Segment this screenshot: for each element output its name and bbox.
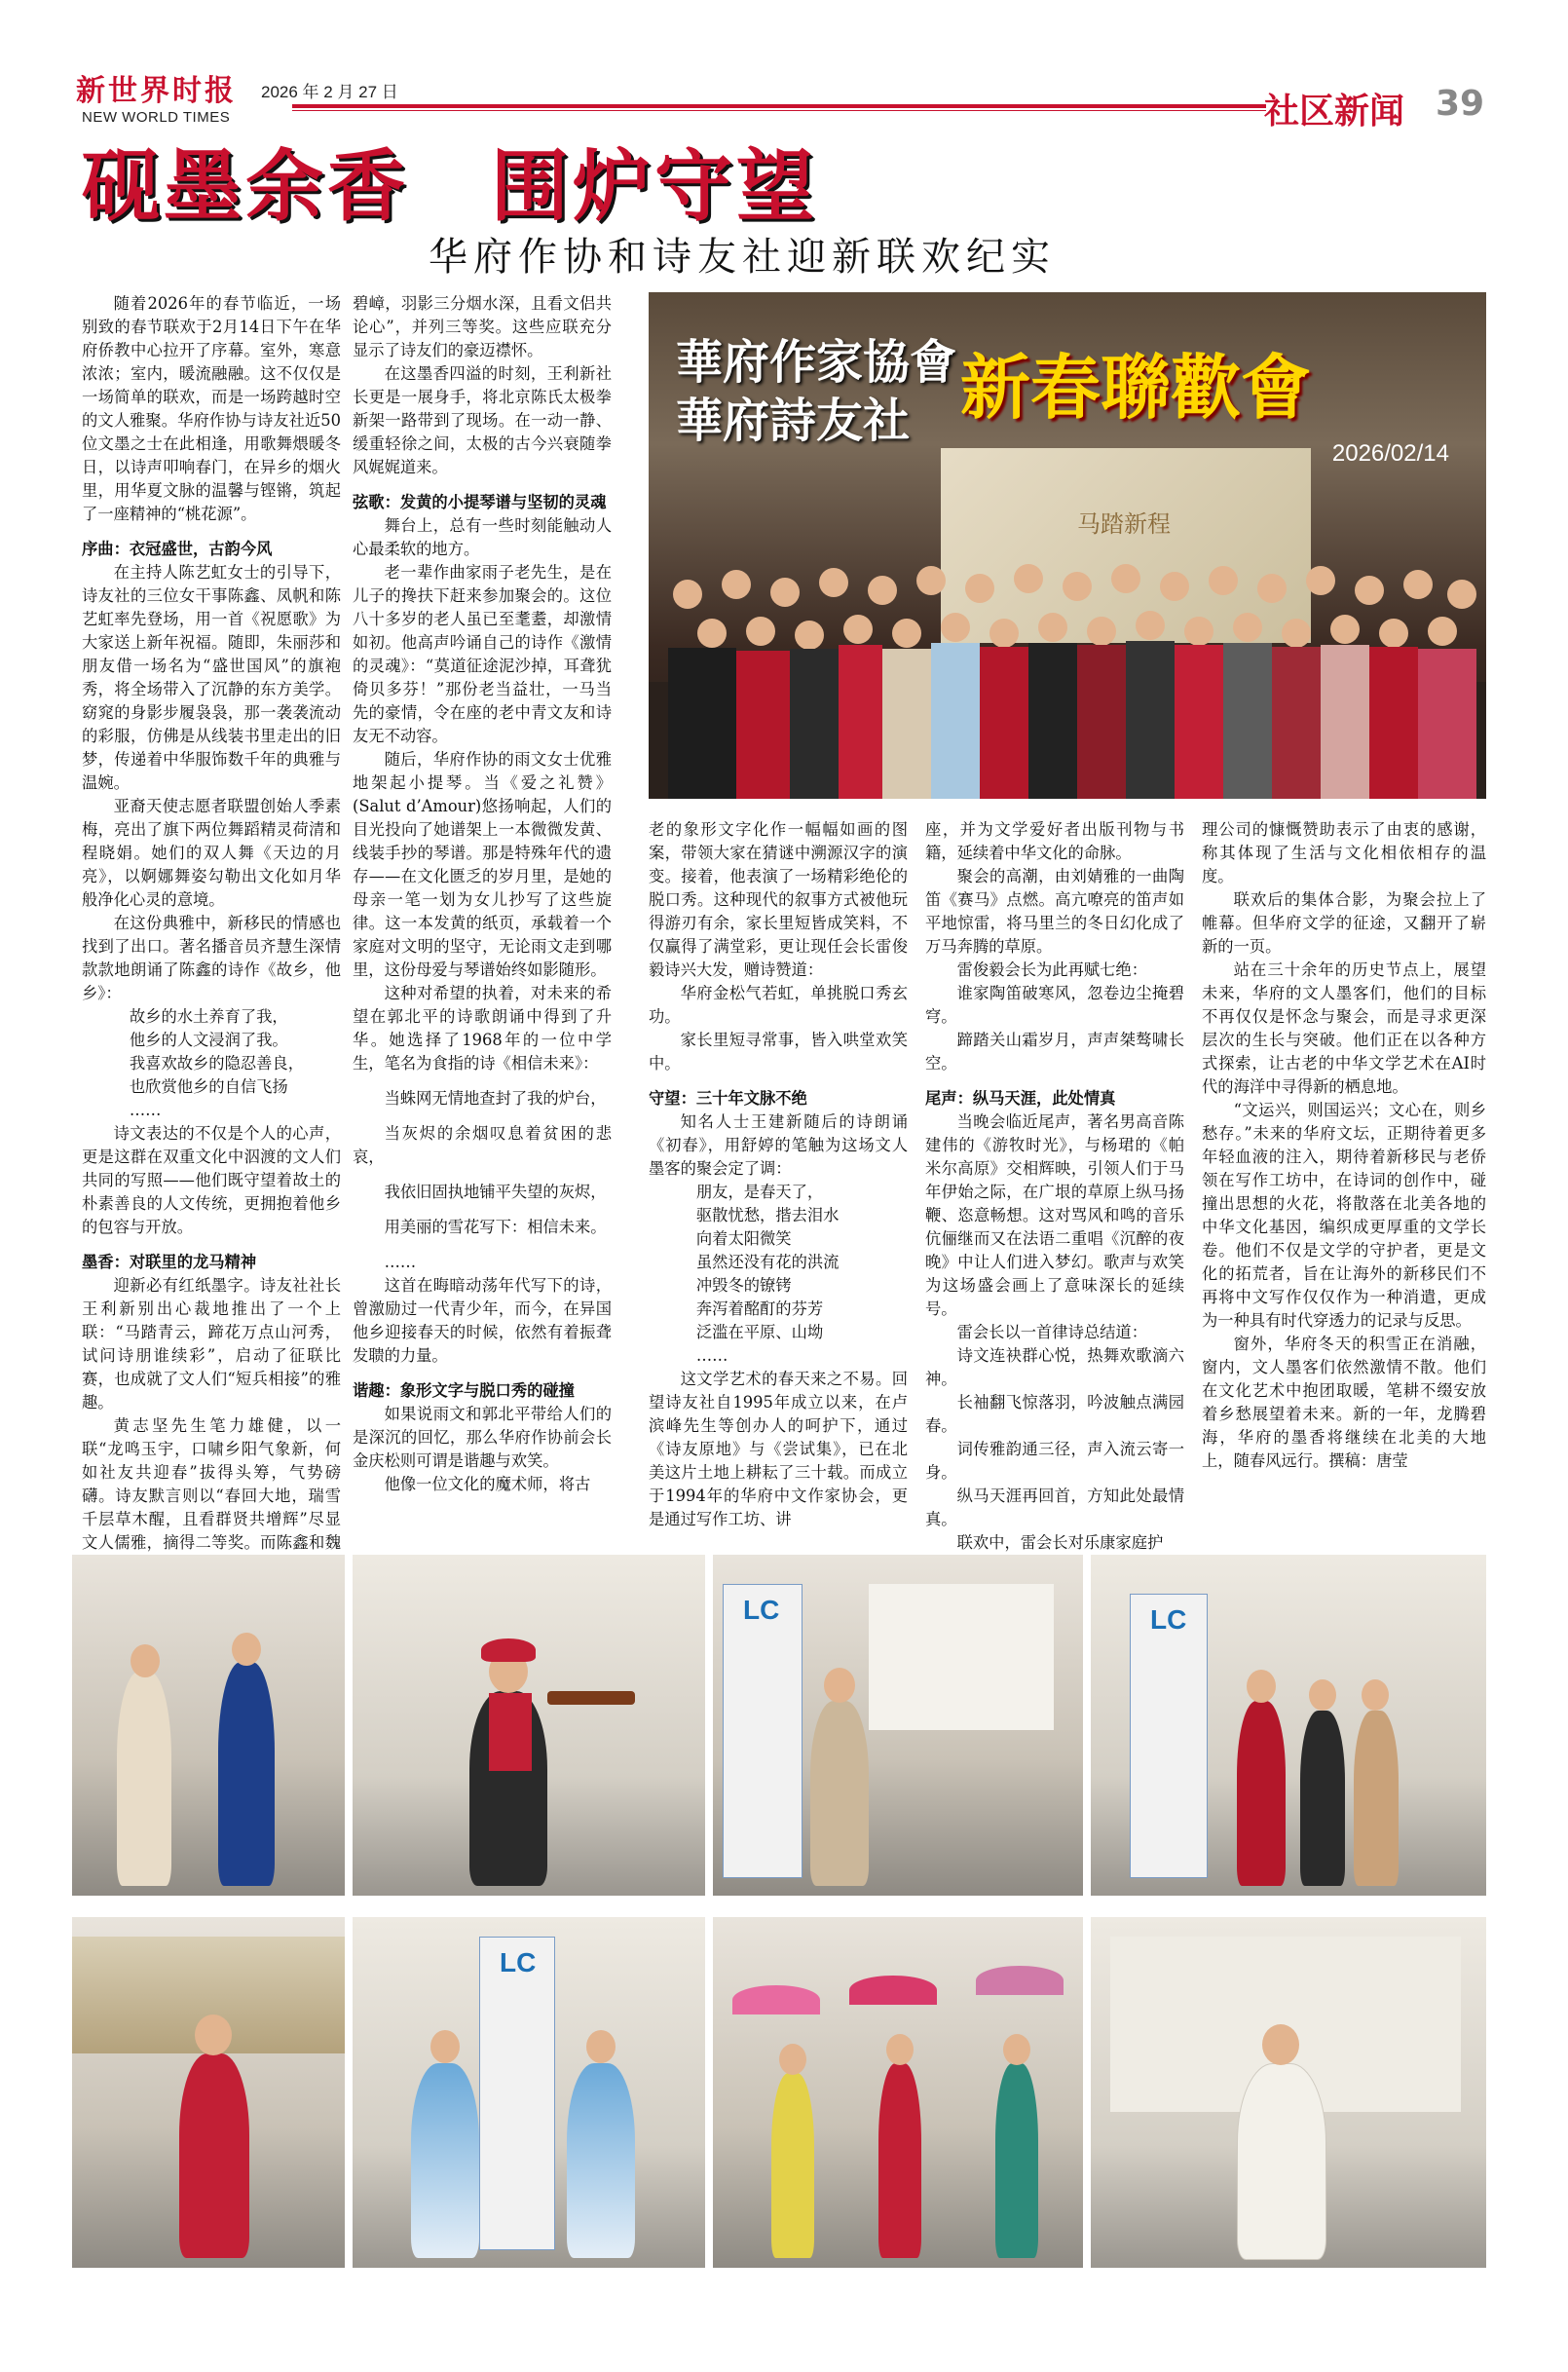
poem-line: 驱散忧愁，揩去泪水: [695, 1206, 840, 1224]
article-column-4: [925, 818, 1184, 1555]
paragraph: 当晚会临近尾声，著名男高音陈建伟的《游牧时光》，与杨珺的《帕米尔高原》交相辉映，引领人们于马年伊始之际，在广垠的草原上纵马扬鞭、恣意畅想。这对骂风和鸣的音乐伉俪继而又在法语二重唱《沉醉的夜晚》中让人们进入梦幻。歌声与欢笑为这场盛会画上了意味深长的延续号。: [925, 1112, 1184, 1318]
paragraph: 聚会的高潮，由刘婧雅的一曲陶笛《赛马》点燃。高亢嘹亮的笛声如平地惊雷，将马里兰的冬日幻化成了万马奔腾的草原。: [925, 867, 1184, 956]
section-heading: 守望：三十年文脉不绝: [649, 1089, 807, 1108]
paragraph: 在这墨香四溢的时刻，王利新社长更是一展身手，将北京陈氏太极拳新架一路带到了现场。在一动一静、缓重轻徐之间，太极的古今兴衰随拳风娓娓道来。: [353, 364, 612, 476]
poem-line: 虽然还没有花的洪流: [695, 1253, 840, 1271]
paragraph: 站在三十余年的历史节点上，展望未来，华府的文人墨客们，他们的目标不再仅仅是怀念与聚会，而是寻求更深层次的生长与突破。他们正在以各种方式探索，让古老的中华文学艺术在AI时代的海洋中寻得新的栖息地。: [1202, 960, 1486, 1096]
poem-line: 冲毁冬的镣铐: [695, 1276, 792, 1295]
banner-org-2: 華府詩友社: [676, 394, 911, 448]
header-rule: [292, 104, 1266, 108]
paragraph: 老一辈作曲家雨子老先生，是在儿子的搀扶下赶来参加聚会的。这位八十多岁的老人虽已至耄耋，却激情如初。他高声吟诵自己的诗作《激情的灵魂》：“莫道征途泥沙掉，耳聋犹倚贝多芬！”那份老当益壮，一马当先的豪情，令在座的老中青文友和诗友无不动容。: [353, 563, 612, 745]
banner-org-1: 華府作家協會: [676, 335, 957, 390]
page-number: 39: [1436, 84, 1485, 124]
poem-line: 他乡的人文浸润了我。: [129, 1031, 288, 1049]
poem-line: 泛滥在平原、山坳: [695, 1323, 824, 1341]
paragraph: 联欢后的集体合影，为聚会拉上了帷幕。但华府文学的征途，又翻开了崭新的一页。: [1202, 890, 1486, 956]
photo-singers: [1091, 1555, 1486, 1896]
section-heading: 弦歌：发黄的小提琴谱与坚韧的灵魂: [353, 493, 607, 511]
paragraph: 诗文表达的不仅是个人的心声，更是这群在双重文化中泅渡的文人们共同的写照——他们既守望着故土的朴素善良的人文传统，更拥抱着他乡的包容与开放。: [82, 1124, 341, 1236]
banner-date: 2026/02/14: [1331, 440, 1449, 467]
article-column-2: [353, 292, 612, 1496]
paragraph: 座，并为文学爱好者出版刊物与书籍，延续着中华文化的命脉。: [925, 820, 1184, 862]
section-name: 社区新闻: [1264, 92, 1405, 132]
paragraph: 他像一位文化的魔术师，将古: [384, 1475, 591, 1493]
standee-logo: LC: [1150, 1604, 1187, 1635]
masthead-title-en: NEW WORLD TIMES: [82, 109, 231, 126]
group-photo: [649, 292, 1486, 799]
photo-violin: [353, 1555, 705, 1896]
poem-line: 谁家陶笛破寒风，忽卷边尘掩碧穹。: [925, 984, 1184, 1026]
paragraph: 雷会长以一首律诗总结道：: [956, 1323, 1147, 1341]
article-column-5: [1202, 818, 1486, 1473]
paragraph: 理公司的慷慨赞助表示了由衷的感谢，称其体现了生活与文化相依相存的温度。: [1202, 820, 1486, 885]
article-column-3: [649, 818, 908, 1531]
photo-umbrella-qipao: [713, 1917, 1083, 2268]
poem-line: 蹄踏关山霜岁月，声声桀骜啸长空。: [925, 1031, 1184, 1073]
poem-line: 当蛛网无情地查封了我的炉台，: [384, 1089, 607, 1108]
poem-line: ……: [129, 1101, 162, 1119]
poem-line: 也欣赏他乡的自信飞扬: [129, 1077, 288, 1096]
issue-date: 2026 年 2 月 27 日: [261, 83, 398, 101]
header-rule-thin: [292, 110, 1266, 111]
paragraph: 黄志坚先生笔力雄健，以一联“龙鸣玉宇，口啸乡阳气象新，何如社友共迎春”拔得头筹，气势磅礴。诗友默言则以“春回大地，瑞雪千层草木醒，且看群贤共增辉”尽显文人儒雅，摘得二等奖。而陈鑫和魏: [82, 1416, 341, 1552]
poem-line: 长袖翻飞惊落羽，吟波触点满园春。: [925, 1393, 1184, 1435]
banner-event-title: 新春聯歡會: [960, 347, 1312, 429]
paragraph: 碧嶂，羽影三分烟水深，且看文侣共论心”，并列三等奖。这些应联充分显示了诗友们的豪迈襟怀。: [353, 294, 612, 359]
paragraph: 老的象形文字化作一幅幅如画的图案，带领大家在猜谜中溯源汉字的演变。接着，他表演了一场精彩绝伦的脱口秀。这种现代的叙事方式被他玩得游刃有余，家长里短皆成笑料，不仅赢得了满堂彩，更让现任会长雷俊毅诗兴大发，赠诗赞道：: [649, 820, 908, 979]
paragraph: 这文学艺术的春天来之不易。回望诗友社自1995年成立以来，在卢滨峰先生等创办人的呵护下，通过《诗友原地》与《尝试集》，已在北美这片土地上耕耘了三十载。而成立于1994年的华府中文作家协会，更是通过写作工坊、讲: [649, 1370, 908, 1528]
projected-characters: [869, 1584, 1054, 1730]
standee: [723, 1584, 803, 1878]
photo-qipao-show: [72, 1555, 345, 1896]
screen-text: 马踏新程: [1077, 510, 1171, 538]
paragraph: 迎新必有红纸墨字。诗友社社长王利新别出心裁地推出了一个上联：“马踏青云，蹄花万点山河秀，试问诗朋谁续彩”，启动了征联比赛，也成就了文人们“短兵相接”的雅趣。: [82, 1276, 341, 1412]
standee: [479, 1937, 555, 2250]
poem-line: 我喜欢故乡的隐忍善良，: [129, 1054, 304, 1073]
poem-line: ……: [695, 1346, 728, 1365]
article-headline: 砚墨余香 围炉守望: [82, 141, 818, 232]
article-column-1: [82, 292, 341, 1601]
paragraph: 舞台上，总有一些时刻能触动人心最柔软的地方。: [353, 516, 612, 558]
standee-logo: LC: [743, 1595, 780, 1625]
section-heading: 序曲：衣冠盛世，古韵今风: [82, 540, 273, 558]
poem-line: 诗文连袂群心悦，热舞欢歌滴六神。: [925, 1346, 1184, 1388]
photo-hieroglyph-talk: [713, 1555, 1083, 1896]
paragraph: 知名人士王建新随后的诗朗诵《初春》，用舒婷的笔触为这场文人墨客的聚会定了调：: [649, 1112, 908, 1178]
poem-line: 向着太阳微笑: [695, 1229, 792, 1248]
paragraph: 家长里短寻常事，皆入哄堂欢笑中。: [649, 1031, 908, 1073]
poem-line: 我依旧固执地铺平失望的灰烬，: [384, 1183, 607, 1201]
standee: [1130, 1594, 1208, 1878]
paragraph: 雷俊毅会长为此再赋七绝：: [956, 960, 1147, 979]
paragraph: 窗外，华府冬天的积雪正在消融，窗内，文人墨客们依然激情不散。他们在文化艺术中抱团取暖，笔耕不缀安放着乡愁展望着未来。新的一年，龙腾碧海，华府的墨香将继续在北美的大地上，随春风远行。撰稿：唐莹: [1202, 1335, 1486, 1470]
poem-line: 奔泻着酩酊的芬芳: [695, 1299, 824, 1318]
paragraph: 随着2026年的春节临近，一场别致的春节联欢于2月14日下午在华府侨教中心拉开了序幕。室外，寒意浓浓；室内，暖流融融。这不仅仅是一场简单的联欢，而是一场跨越时空的文人雅聚。华府作协与诗友社近50位文墨之士在此相逢，用歌舞煨暖冬日，以诗声叩响春门，在异乡的烟火里，用华夏文脉的温馨与铿锵，筑起了一座精神的“桃花源”。: [82, 294, 341, 523]
paragraph: 这首在晦暗动荡年代写下的诗，曾激励过一代青少年，而今，在异国他乡迎接春天的时候，依然有着振聋发聩的力量。: [353, 1276, 612, 1365]
photo-ocarina: [72, 1917, 345, 2268]
masthead-title: 新世界时报: [76, 74, 237, 108]
standee-logo: LC: [500, 1947, 537, 1977]
article-subheadline: 华府作协和诗友社迎新联欢纪实: [429, 235, 1056, 280]
paragraph: 这种对希望的执着，对未来的希望在郭北平的诗歌朗诵中得到了升华。她选择了1968年的一位中学生，笔名为食指的诗《相信未来》：: [353, 984, 612, 1073]
poem-line: ……: [384, 1253, 417, 1271]
photo-taichi: [1091, 1917, 1486, 2268]
poem-line: 用美丽的雪花写下：相信未来。: [384, 1218, 607, 1236]
section-heading: 尾声：纵马天涯，此处情真: [925, 1089, 1116, 1108]
paragraph: “文运兴，则国运兴；文心在，则乡愁存。”未来的华府文坛，正期待着更多年轻血液的注入，期待着新移民与老侨领在写作工坊中，在诗词的创作中，碰撞出思想的火花，将散落在北美各地的中华文化基因，编织成更厚重的文学长卷。他们不仅是文学的守护者，更是文化的拓荒者，旨在让海外的新移民们不再将中文写作仅仅作为一种消遣，更成为一种具有时代穿透力的记录与反思。: [1202, 1101, 1486, 1330]
poem-line: 词传雅韵通三径，声入流云寄一身。: [925, 1440, 1184, 1482]
paragraph: 如果说雨文和郭北平带给人们的是深沉的回忆，那么华府作协前会长金庆松则可谓是谐趣与欢笑。: [353, 1405, 612, 1470]
paragraph: 联欢中，雷会长对乐康家庭护: [956, 1533, 1164, 1552]
paragraph: 在主持人陈艺虹女士的引导下，诗友社的三位女干事陈鑫、凤帆和陈艺虹率先登场，用一首《祝愿歌》为大家送上新年祝福。随即，朱丽莎和朋友借一场名为“盛世国风”的旗袍秀，将全场带入了沉静的东方美学。窈窕的身影步履袅袅，那一袭袭流动的彩服，仿佛是从线装书里走出的旧梦，传递着中华服饰数千年的典雅与温婉。: [82, 563, 341, 792]
paragraph: 华府金松气若虹，单挑脱口秀玄功。: [649, 984, 908, 1026]
photo-dance-duo: [353, 1917, 705, 2268]
poem-line: 朋友，是春天了，: [695, 1183, 824, 1201]
crowd-illustration: [649, 516, 1486, 799]
paragraph: 随后，华府作协的雨文女士优雅地架起小提琴。当《爱之礼赞》(Salut d’Amour)悠扬响起，人们的目光投向了她谱架上一本微微发黄、线装手抄的琴谱。那是特殊年代的遗存——在文化匮乏的岁月里，是她的母亲一笔一划为女儿抄写了这些旋律。这一本发黄的纸页，承载着一个家庭对文明的坚守，无论雨文走到哪里，这份母爱与琴谱始终如影随形。: [353, 750, 612, 979]
poem-line: 纵马天涯再回首，方知此处最情真。: [925, 1487, 1184, 1528]
banner-org-names: [676, 333, 956, 450]
paragraph: 在这份典雅中，新移民的情感也找到了出口。著名播音员齐慧生深情款款地朗诵了陈鑫的诗作《故乡，他乡》：: [82, 914, 341, 1002]
paragraph: 亚裔天使志愿者联盟创始人季素梅，亮出了旗下两位舞蹈精灵荷清和程晓娟。她们的双人舞《天边的月亮》，以婀娜舞姿勾勒出文化如月华般净化心灵的意境。: [82, 797, 341, 909]
section-heading: 谐趣：象形文字与脱口秀的碰撞: [353, 1381, 575, 1400]
poem-line: 当灰烬的余烟叹息着贫困的悲哀，: [353, 1124, 612, 1166]
section-heading: 墨香：对联里的龙马精神: [82, 1253, 257, 1271]
poem-line: 故乡的水土养育了我，: [129, 1007, 288, 1026]
